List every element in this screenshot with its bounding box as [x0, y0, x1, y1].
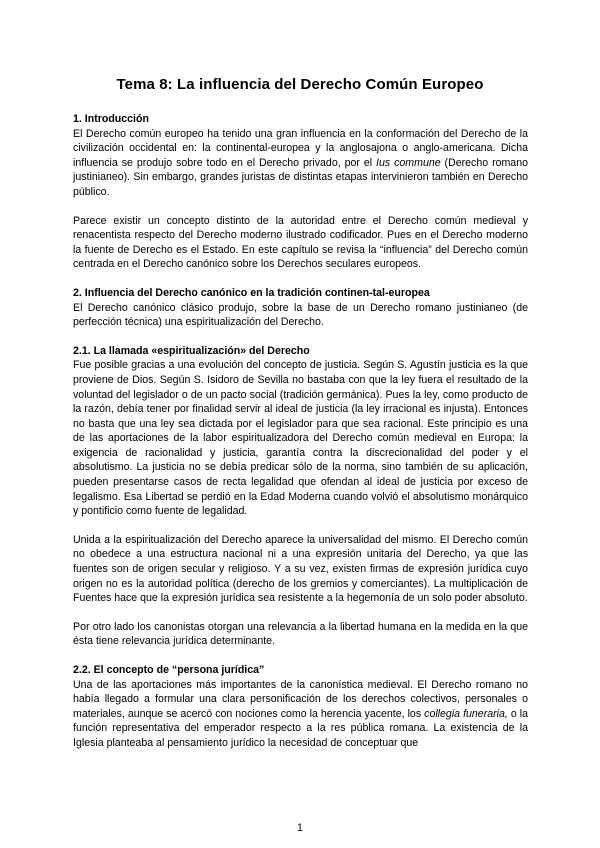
document-body: [73, 112, 528, 751]
section-heading-introduccion: 1. Introducción: [73, 113, 149, 125]
italic-term-collegia-funeraria: collegia funeraria,: [424, 707, 508, 720]
section-heading-espiritualizacion: 2.1. La llamada «espiritualización» del Derecho: [73, 344, 310, 357]
text-run: Una de las aportaciones más importantes de la canonística medieval. El Derecho romano no había llegado a formular una clara personificación de los derechos colectivos, personales o materiales, aunque se acercó con nociones como la herencia yacente, los: [73, 678, 528, 720]
text-run: El Derecho común europeo ha tenido una gran influencia en la conformación del Derecho de la civilización occidental en: la continental-europea y la anglosajona o anglo-americana. Dicha influencia se produjo sobre todo en el Derecho privado, por el: [73, 127, 528, 169]
paragraph-introduccion-2: Parece existir un concepto distinto de la autoridad entre el Derecho común medieval y renacentista respecto del Derecho moderno ilustrado codificador. Pues en el Derecho moderno la fuente de Derecho es el Estado. En este capítulo se revisa la “influencia” del Derecho común centrada en el Derecho canónico sobre los Derechos seculares europeos.: [73, 214, 528, 271]
section-heading-influencia-canonico: 2. Influencia del Derecho canónico en la tradición continen-tal-europea: [73, 286, 430, 299]
section-heading-persona-juridica: 2.2. El concepto de “persona jurídica”: [73, 664, 265, 676]
italic-term-ius-commune: Ius commune: [376, 156, 441, 169]
text-run: o la función representativa del emperador respecto a la res pública romana. La existencia de la Iglesia planteaba al pensamiento jurídico la necesidad de conceptuar que: [73, 707, 529, 749]
document-title: Tema 8: La influencia del Derecho Común Europeo: [116, 76, 484, 93]
text-run: (Derecho romano justinianeo). Sin embargo, grandes juristas de distintas etapas intervinieron también en Derecho público.: [73, 156, 528, 198]
paragraph-espiritualizacion-3: Por otro lado los canonistas otorgan una relevancia a la libertad humana en la medida en la que ésta tiene relevancia jurídica determinante.: [73, 620, 528, 648]
paragraph-espiritualizacion-1: Fue posible gracias a una evolución del concepto de justicia. Según S. Agustín justicia es la que proviene de Dios. Según S. Isidoro de Sevilla no bastaba con que la ley fuera el resultado de la voluntad del legislador o de un pacto social (tradición germánica). Pues la ley, como producto de la razón, debía tener por finalidad servir al ideal de justicia (la ley irracional es injusta). Entonces no basta que una ley sea dictada por el legislador para que sea racional. Este principio es una de las aportaciones de la labor espiritualizadora del Derecho común medieval en Europa: la exigencia de racionalidad y justicia, garantía contra la discrecionalidad del poder y el absolutismo. La justicia no se debía predicar sólo de la norma, sino también de su aplicación, pueden presentarse casos de recta legalidad que ofendan al ideal de justicia por exceso de legalismo. Esa Libertad se perdió en la Edad Moderna cuando volvió el absolutismo monárquico y pontificio como fuente de legalidad.: [73, 359, 528, 518]
paragraph-persona-juridica-1: [73, 678, 528, 751]
paragraph-influencia-1: El Derecho canónico clásico produjo, sobre la base de un Derecho romano justinianeo (de perfección técnica) una espiritualización del Derecho.: [73, 301, 528, 329]
page-number: 1: [297, 822, 303, 834]
paragraph-espiritualizacion-2: Unida a la espiritualización del Derecho aparece la universalidad del mismo. El Derecho común no obedece a una estructura nacional ni a una expresión unitaria del Derecho, ya que las fuentes son de origen secular y religioso. Y a su vez, existen firmas de expresión jurídica cuyo origen no es la autoridad política (derecho de los gremios y comerciantes). La multiplicación de Fuentes hace que la expresión jurídica sea resistente a la hegemonía de un solo poder absoluto.: [73, 533, 528, 605]
paragraph-introduccion-1: [73, 127, 528, 200]
